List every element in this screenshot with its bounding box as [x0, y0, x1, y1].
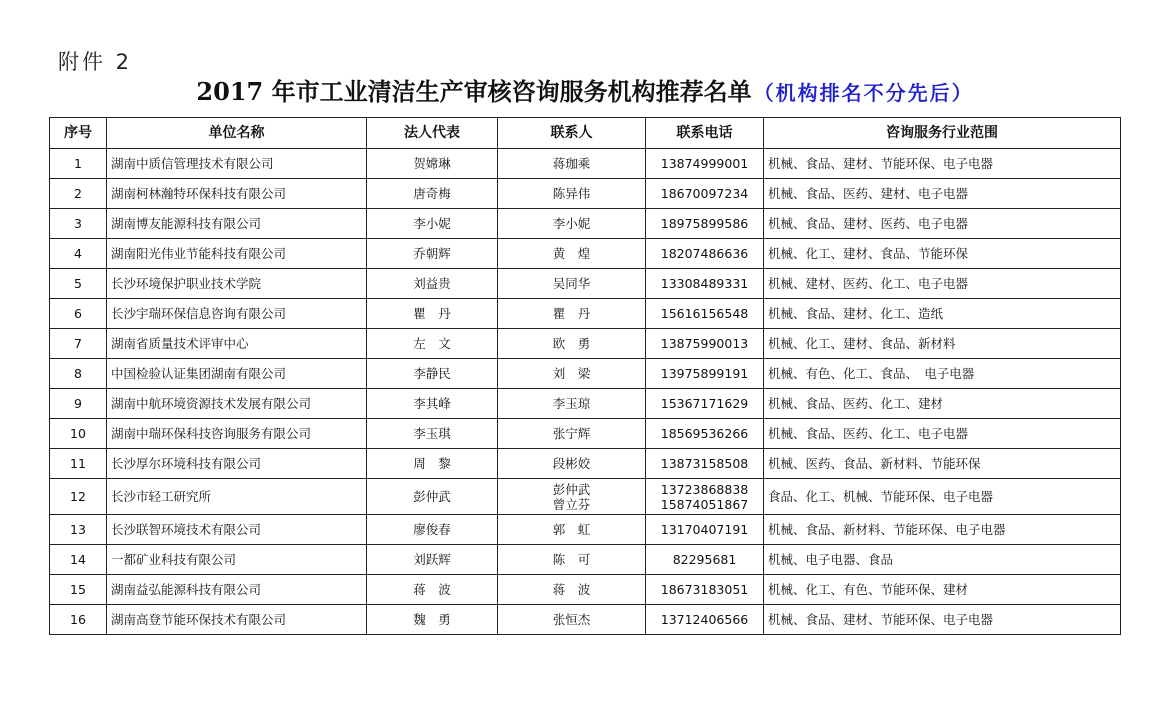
cell-no: 4 — [50, 239, 107, 269]
cell-phone — [646, 389, 764, 419]
cell-legal-rep: 彭仲武 — [367, 479, 498, 515]
cell-phone — [646, 515, 764, 545]
phone-line: 13975899191 — [660, 366, 749, 381]
phone-line: 15874051867 — [660, 496, 749, 512]
cell-unit-name: 中国检验认证集团湖南有限公司 — [107, 359, 367, 389]
cell-contact — [498, 179, 646, 209]
cell-phone — [646, 329, 764, 359]
cell-unit-name: 长沙宇瑞环保信息咨询有限公司 — [107, 299, 367, 329]
cell-service-scope: 机械、食品、医药、化工、建材 — [764, 389, 1121, 419]
cell-unit-name: 湖南中航环境资源技术发展有限公司 — [107, 389, 367, 419]
header-no: 序号 — [50, 118, 107, 149]
cell-no: 11 — [50, 449, 107, 479]
contact-line: 郭 虹 — [552, 522, 591, 537]
table-row — [50, 515, 1121, 545]
phone-line: 13712406566 — [660, 612, 749, 627]
table-row — [50, 239, 1121, 269]
phone-line: 18975899586 — [660, 216, 749, 231]
cell-service-scope: 机械、化工、建材、食品、新材料 — [764, 329, 1121, 359]
contact-line: 李玉琼 — [552, 396, 591, 411]
cell-no: 3 — [50, 209, 107, 239]
contact-line: 张恒杰 — [552, 612, 591, 627]
table-row — [50, 419, 1121, 449]
cell-unit-name: 长沙联智环境技术有限公司 — [107, 515, 367, 545]
header-name: 单位名称 — [107, 118, 367, 149]
cell-service-scope: 机械、化工、建材、食品、节能环保 — [764, 239, 1121, 269]
cell-unit-name: 一都矿业科技有限公司 — [107, 545, 367, 575]
cell-contact — [498, 605, 646, 635]
table-row — [50, 449, 1121, 479]
header-contact: 联系人 — [498, 118, 646, 149]
recommended-agencies-table — [49, 117, 1121, 635]
cell-service-scope: 机械、食品、建材、节能环保、电子电器 — [764, 149, 1121, 179]
cell-legal-rep: 瞿 丹 — [367, 299, 498, 329]
cell-no: 13 — [50, 515, 107, 545]
cell-service-scope: 机械、建材、医药、化工、电子电器 — [764, 269, 1121, 299]
contact-line: 瞿 丹 — [552, 306, 591, 321]
cell-legal-rep: 廖俊春 — [367, 515, 498, 545]
cell-service-scope: 机械、电子电器、食品 — [764, 545, 1121, 575]
cell-legal-rep: 周 黎 — [367, 449, 498, 479]
cell-legal-rep: 李玉琪 — [367, 419, 498, 449]
phone-line: 18673183051 — [660, 582, 749, 597]
cell-phone — [646, 605, 764, 635]
cell-unit-name: 湖南中质信管理技术有限公司 — [107, 149, 367, 179]
phone-line: 82295681 — [672, 552, 737, 567]
cell-no: 15 — [50, 575, 107, 605]
cell-contact — [498, 329, 646, 359]
contact-line: 蒋珈乘 — [552, 156, 591, 171]
cell-service-scope: 机械、食品、新材料、节能环保、电子电器 — [764, 515, 1121, 545]
title-note: （机构排名不分先后） — [753, 81, 974, 105]
phone-line: 18569536266 — [660, 426, 749, 441]
phone-line: 13874999001 — [660, 156, 749, 171]
contact-line: 陈异伟 — [552, 186, 591, 201]
contact-line: 欧 勇 — [552, 336, 591, 351]
phone-line: 13875990013 — [660, 336, 749, 351]
cell-unit-name: 长沙环境保护职业技术学院 — [107, 269, 367, 299]
cell-unit-name: 湖南阳光伟业节能科技有限公司 — [107, 239, 367, 269]
cell-contact — [498, 389, 646, 419]
cell-legal-rep: 魏 勇 — [367, 605, 498, 635]
cell-legal-rep: 李其峰 — [367, 389, 498, 419]
cell-legal-rep: 刘益贵 — [367, 269, 498, 299]
cell-unit-name: 长沙厚尔环境科技有限公司 — [107, 449, 367, 479]
cell-no: 6 — [50, 299, 107, 329]
cell-legal-rep: 李静民 — [367, 359, 498, 389]
cell-phone — [646, 209, 764, 239]
cell-contact — [498, 449, 646, 479]
cell-contact — [498, 209, 646, 239]
cell-no: 8 — [50, 359, 107, 389]
cell-contact — [498, 479, 646, 515]
cell-phone — [646, 149, 764, 179]
cell-contact — [498, 299, 646, 329]
cell-phone — [646, 575, 764, 605]
table-row — [50, 605, 1121, 635]
cell-no: 7 — [50, 329, 107, 359]
cell-unit-name: 湖南省质量技术评审中心 — [107, 329, 367, 359]
cell-no: 12 — [50, 479, 107, 515]
cell-phone — [646, 179, 764, 209]
cell-unit-name: 长沙市轻工研究所 — [107, 479, 367, 515]
table-row — [50, 359, 1121, 389]
contact-line: 蒋 波 — [552, 582, 591, 597]
cell-phone — [646, 419, 764, 449]
table-row — [50, 299, 1121, 329]
phone-line: 18670097234 — [660, 186, 749, 201]
cell-contact — [498, 545, 646, 575]
cell-no: 5 — [50, 269, 107, 299]
contact-line: 刘 梁 — [552, 366, 591, 381]
cell-service-scope: 机械、医药、食品、新材料、节能环保 — [764, 449, 1121, 479]
cell-phone — [646, 239, 764, 269]
cell-no: 1 — [50, 149, 107, 179]
cell-legal-rep: 李小妮 — [367, 209, 498, 239]
document-title — [0, 72, 1170, 107]
table-row — [50, 545, 1121, 575]
table-body — [50, 149, 1121, 635]
cell-no: 14 — [50, 545, 107, 575]
cell-legal-rep: 乔朝辉 — [367, 239, 498, 269]
contact-line: 曾立芬 — [552, 496, 591, 512]
table-row — [50, 209, 1121, 239]
cell-unit-name: 湖南高登节能环保技术有限公司 — [107, 605, 367, 635]
phone-line: 13723868838 — [660, 481, 749, 497]
cell-service-scope: 机械、有色、化工、食品、 电子电器 — [764, 359, 1121, 389]
contact-line: 吴同华 — [552, 276, 591, 291]
cell-contact — [498, 515, 646, 545]
cell-phone — [646, 449, 764, 479]
cell-unit-name: 湖南益弘能源科技有限公司 — [107, 575, 367, 605]
cell-service-scope: 机械、食品、医药、建材、电子电器 — [764, 179, 1121, 209]
contact-line: 张宁辉 — [552, 426, 591, 441]
cell-no: 16 — [50, 605, 107, 635]
cell-service-scope: 机械、食品、医药、化工、电子电器 — [764, 419, 1121, 449]
cell-service-scope: 食品、化工、机械、节能环保、电子电器 — [764, 479, 1121, 515]
header-rep: 法人代表 — [367, 118, 498, 149]
table-row — [50, 389, 1121, 419]
table-row — [50, 269, 1121, 299]
cell-no: 10 — [50, 419, 107, 449]
table-row — [50, 575, 1121, 605]
title-main: 2017 年市工业清洁生产审核咨询服务机构推荐名单 — [196, 77, 752, 106]
cell-unit-name: 湖南中瑞环保科技咨询服务有限公司 — [107, 419, 367, 449]
cell-service-scope: 机械、食品、建材、化工、造纸 — [764, 299, 1121, 329]
contact-line: 彭仲武 — [552, 481, 591, 497]
cell-contact — [498, 149, 646, 179]
phone-line: 18207486636 — [660, 246, 749, 261]
phone-line: 15367171629 — [660, 396, 749, 411]
contact-line: 段彬姣 — [552, 456, 591, 471]
cell-contact — [498, 575, 646, 605]
table-row — [50, 149, 1121, 179]
table-row — [50, 179, 1121, 209]
attachment-label: 附件 2 — [58, 50, 133, 74]
cell-phone — [646, 269, 764, 299]
cell-contact — [498, 359, 646, 389]
cell-phone — [646, 359, 764, 389]
cell-phone — [646, 479, 764, 515]
table-row — [50, 479, 1121, 515]
phone-line: 13873158508 — [660, 456, 749, 471]
cell-phone — [646, 545, 764, 575]
header-phone: 联系电话 — [646, 118, 764, 149]
cell-legal-rep: 唐奇梅 — [367, 179, 498, 209]
cell-service-scope: 机械、食品、建材、医药、电子电器 — [764, 209, 1121, 239]
cell-legal-rep: 刘跃辉 — [367, 545, 498, 575]
cell-legal-rep: 左 文 — [367, 329, 498, 359]
cell-contact — [498, 239, 646, 269]
cell-no: 9 — [50, 389, 107, 419]
contact-line: 李小妮 — [552, 216, 591, 231]
table-row — [50, 329, 1121, 359]
phone-line: 13308489331 — [660, 276, 749, 291]
contact-line: 陈 可 — [552, 552, 591, 567]
phone-line: 13170407191 — [660, 522, 749, 537]
cell-unit-name: 湖南博友能源科技有限公司 — [107, 209, 367, 239]
cell-service-scope: 机械、化工、有色、节能环保、建材 — [764, 575, 1121, 605]
cell-service-scope: 机械、食品、建材、节能环保、电子电器 — [764, 605, 1121, 635]
table-header-row — [50, 118, 1121, 149]
cell-legal-rep: 贺嫦琳 — [367, 149, 498, 179]
phone-line: 15616156548 — [660, 306, 749, 321]
cell-unit-name: 湖南柯林瀚特环保科技有限公司 — [107, 179, 367, 209]
header-scope: 咨询服务行业范围 — [764, 118, 1121, 149]
cell-contact — [498, 269, 646, 299]
cell-no: 2 — [50, 179, 107, 209]
cell-contact — [498, 419, 646, 449]
cell-legal-rep: 蒋 波 — [367, 575, 498, 605]
contact-line: 黄 煌 — [552, 246, 591, 261]
cell-phone — [646, 299, 764, 329]
